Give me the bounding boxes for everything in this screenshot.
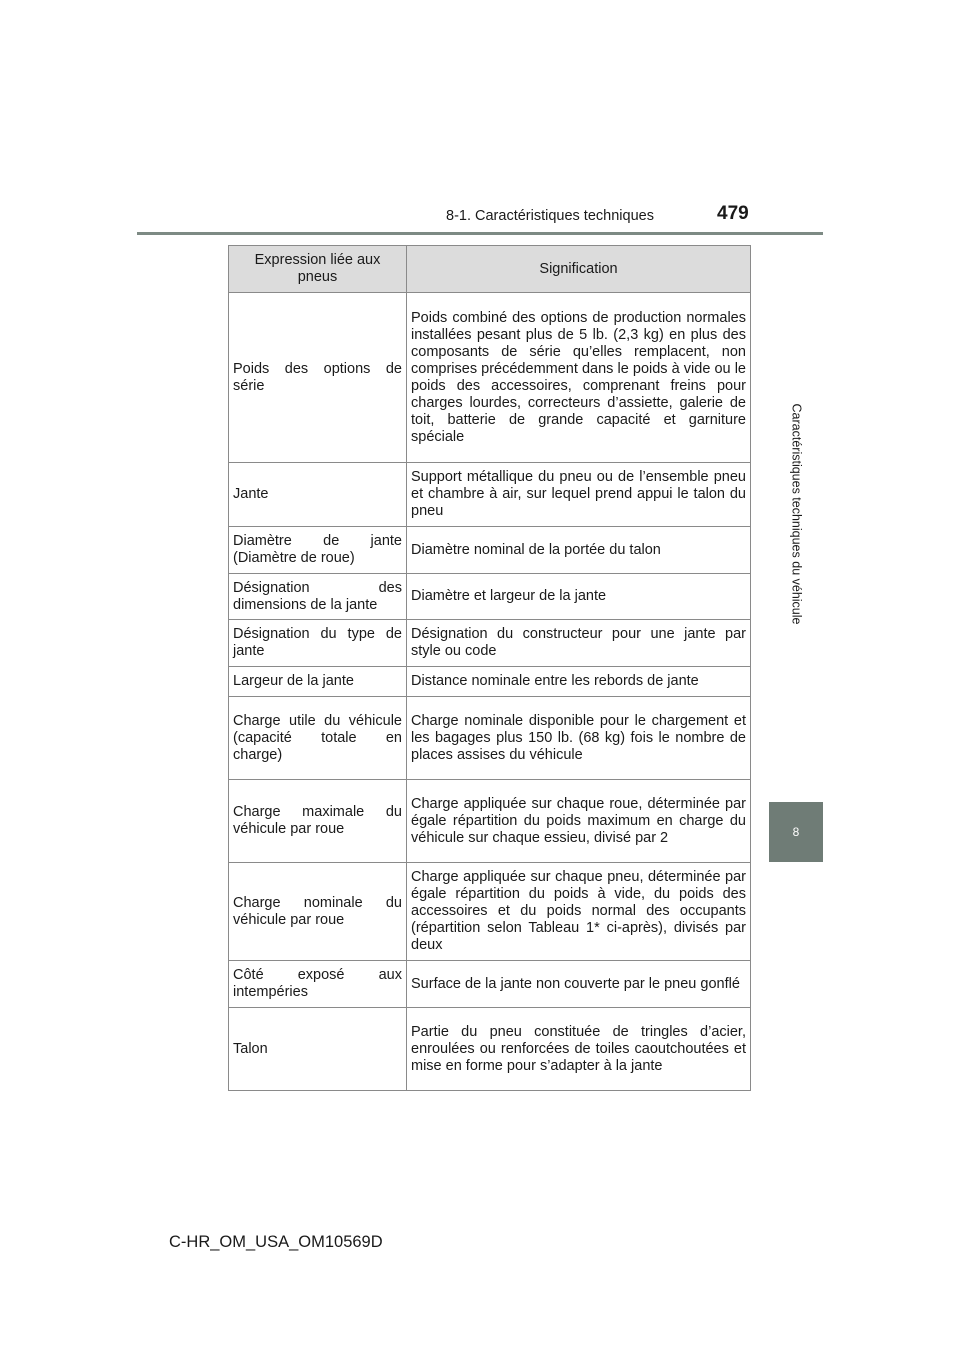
column-header-term: Expression liée aux pneus [229,246,407,293]
meaning-cell: Surface de la jante non couverte par le pneu gonflé [407,961,751,1008]
meaning-cell: Charge appliquée sur chaque pneu, déterminée par égale répartition du poids à vide, du poids des accessoires et du poids normal des occupants (répartition selon Tableau 1* ci-après), divisés par deux [407,863,751,961]
meaning-cell: Charge nominale disponible pour le chargement et les bagages plus 150 lb. (68 kg) fois le nombre de places assises du véhicule [407,697,751,780]
table-row [229,667,751,697]
tire-terms-table [228,245,751,1091]
meaning-cell: Poids combiné des options de production normales installées pesant plus de 5 lb. (2,3 kg) en plus des composants de série qu’elles remplacent, non comprises précédemment dans le poids à vide ou le poids des accessoires, comprenant freins pour charges lourdes, correcteurs d’assiette, galerie de toit, batterie de grande capacité et garniture spéciale [407,293,751,463]
term-cell: Charge utile du véhicule (capacité totale en charge) [229,697,407,780]
table-row [229,527,751,574]
meaning-cell: Diamètre et largeur de la jante [407,574,751,620]
table-row [229,697,751,780]
table-row [229,780,751,863]
header-divider [137,232,823,235]
table-row [229,961,751,1008]
table-row [229,1008,751,1091]
meaning-cell: Partie du pneu constituée de tringles d’acier, enroulées ou renforcées de toiles caoutchoutées et mise en forme pour s’adapter à la jante [407,1008,751,1091]
column-header-meaning: Signification [407,246,751,293]
section-title: 8-1. Caractéristiques techniques [446,208,654,224]
term-cell: Côté exposé aux intempéries [229,961,407,1008]
table-row [229,463,751,527]
meaning-cell: Charge appliquée sur chaque roue, déterminée par égale répartition du poids maximum en charge du véhicule sur chaque essieu, divisé par 2 [407,780,751,863]
meaning-cell: Support métallique du pneu ou de l’ensemble pneu et chambre à air, sur lequel prend appui le talon du pneu [407,463,751,527]
term-cell: Largeur de la jante [229,667,407,697]
table-row [229,574,751,620]
table-row [229,863,751,961]
meaning-cell: Désignation du constructeur pour une jante par style ou code [407,620,751,667]
document-code: C-HR_OM_USA_OM10569D [169,1233,383,1251]
meaning-cell: Distance nominale entre les rebords de jante [407,667,751,697]
term-cell: Jante [229,463,407,527]
term-cell: Diamètre de jante (Diamètre de roue) [229,527,407,574]
page-number: 479 [717,203,749,224]
term-cell: Désignation du type de jante [229,620,407,667]
table-header-row [229,246,751,293]
term-cell: Désignation des dimensions de la jante [229,574,407,620]
table-row [229,620,751,667]
term-cell: Poids des options de série [229,293,407,463]
term-cell: Charge maximale du véhicule par roue [229,780,407,863]
chapter-tab[interactable] [769,802,823,862]
table-row [229,293,751,463]
chapter-side-label [783,238,809,790]
term-cell: Charge nominale du véhicule par roue [229,863,407,961]
chapter-tab-number: 8 [792,825,800,839]
chapter-side-label-text: Caractéristiques techniques du véhicule [789,403,803,625]
meaning-cell: Diamètre nominal de la portée du talon [407,527,751,574]
term-cell: Talon [229,1008,407,1091]
